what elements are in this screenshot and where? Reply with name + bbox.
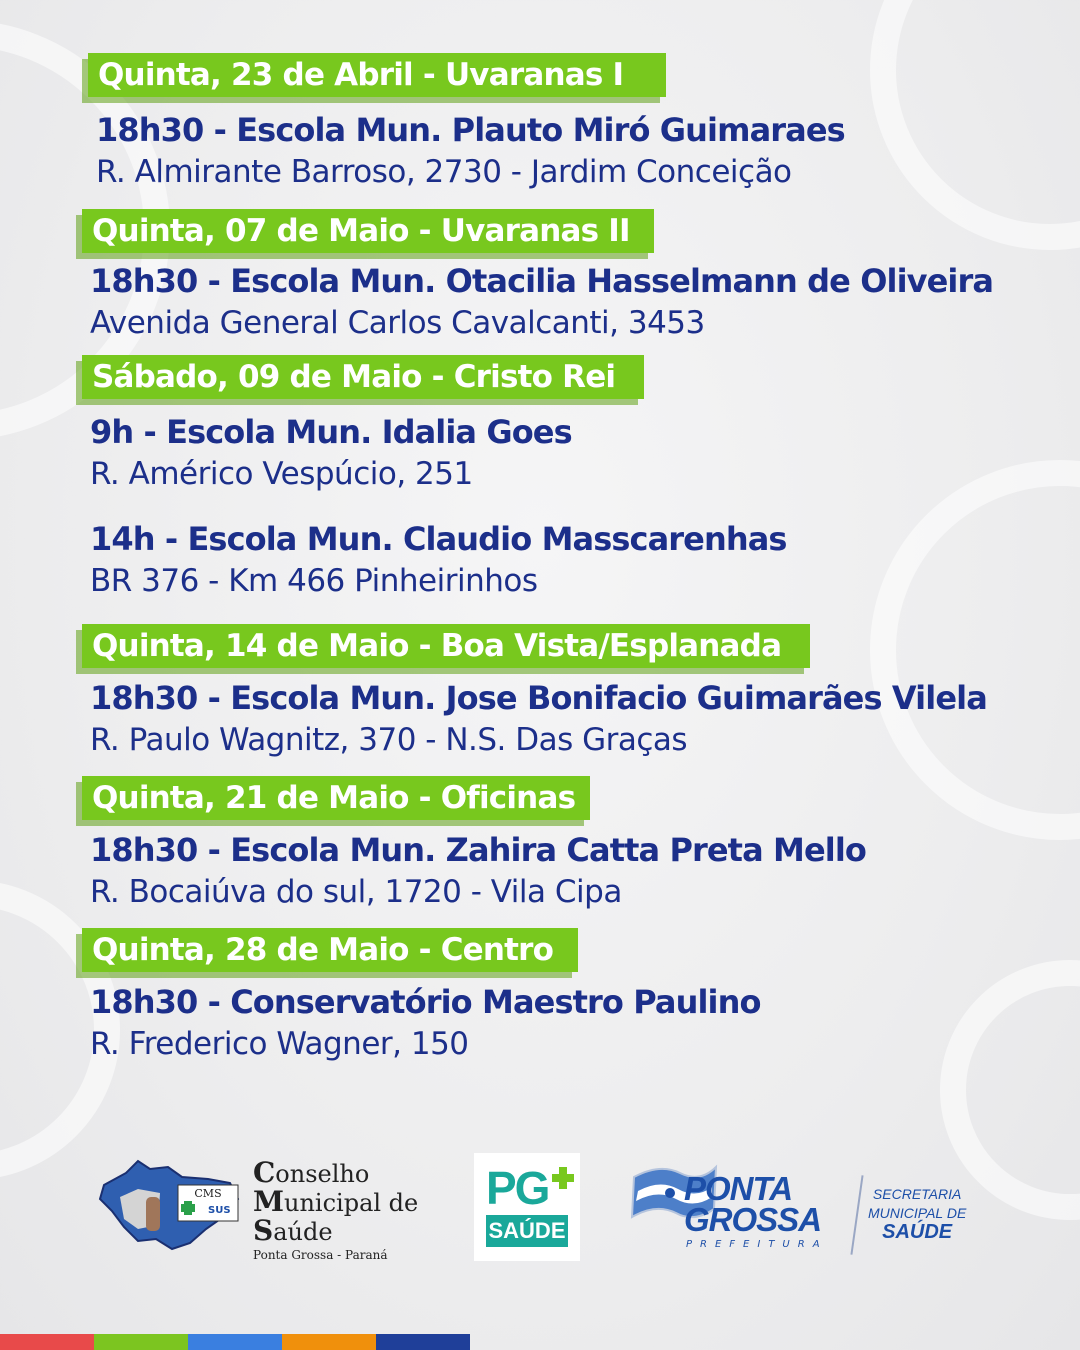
event-title: 18h30 - Escola Mun. Jose Bonifacio Guimarães Vilela — [90, 679, 987, 717]
prefeitura-logo — [630, 1155, 990, 1255]
pg-saude-label: SAÚDE — [486, 1215, 568, 1247]
pg-letters: PG — [486, 1162, 549, 1214]
secretaria-line: MUNICIPAL DE — [868, 1205, 967, 1221]
cms-letter: S — [253, 1214, 274, 1247]
event-address: Avenida General Carlos Cavalcanti, 3453 — [90, 305, 705, 341]
cms-word: aúde — [273, 1218, 333, 1246]
event-title: 18h30 - Escola Mun. Zahira Catta Preta Mello — [90, 831, 866, 869]
sus-badge: SUS — [208, 1205, 231, 1216]
event-address: R. Almirante Barroso, 2730 - Jardim Conceição — [96, 154, 792, 190]
cms-word: unicipal de — [284, 1189, 419, 1217]
prefeitura-label: PREFEITURA — [686, 1239, 828, 1250]
secretaria-line: SECRETARIA — [872, 1186, 962, 1202]
event-address: R. Américo Vespúcio, 251 — [90, 456, 473, 492]
background-decoration — [870, 460, 1080, 840]
prefeitura-name-line: PONTA — [684, 1170, 793, 1207]
date-header: Sábado, 09 de Maio - Cristo Rei — [82, 355, 644, 399]
cms-word: onselho — [275, 1160, 370, 1188]
date-header: Quinta, 07 de Maio - Uvaranas II — [82, 209, 654, 253]
prefeitura-name-line: GROSSA — [684, 1201, 822, 1238]
strip-segment — [282, 1334, 376, 1350]
cms-logo — [98, 1155, 438, 1262]
strip-segment — [0, 1334, 94, 1350]
cms-letter: C — [253, 1156, 276, 1189]
parana-map-icon — [98, 1155, 248, 1255]
date-header: Quinta, 28 de Maio - Centro — [82, 928, 578, 972]
event-title: 14h - Escola Mun. Claudio Masscarenhas — [90, 520, 787, 558]
event-title: 18h30 - Escola Mun. Plauto Miró Guimaraes — [96, 111, 845, 149]
plus-icon — [552, 1167, 574, 1189]
event-title: 9h - Escola Mun. Idalia Goes — [90, 413, 572, 451]
event-title: 18h30 - Escola Mun. Otacilia Hasselmann de Oliveira — [90, 262, 994, 300]
secretaria-label — [868, 1185, 966, 1242]
pg-saude-logo — [474, 1153, 580, 1261]
event-address: BR 376 - Km 466 Pinheirinhos — [90, 563, 538, 599]
strip-segment — [94, 1334, 188, 1350]
background-decoration — [870, 0, 1080, 250]
event-address: R. Frederico Wagner, 150 — [90, 1026, 469, 1062]
event-address: R. Paulo Wagnitz, 370 - N.S. Das Graças — [90, 722, 688, 758]
strip-segment — [188, 1334, 282, 1350]
date-header: Quinta, 21 de Maio - Oficinas — [82, 776, 590, 820]
event-address: R. Bocaiúva do sul, 1720 - Vila Cipa — [90, 874, 622, 910]
cms-badge: CMS — [194, 1187, 222, 1200]
cms-letter: M — [253, 1185, 284, 1218]
logo-divider — [850, 1175, 863, 1254]
date-header: Quinta, 23 de Abril - Uvaranas I — [88, 53, 666, 97]
strip-segment — [376, 1334, 470, 1350]
color-strip — [0, 1334, 470, 1350]
cms-location: Ponta Grossa - Paraná — [253, 1248, 388, 1262]
event-title: 18h30 - Conservatório Maestro Paulino — [90, 983, 761, 1021]
date-header: Quinta, 14 de Maio - Boa Vista/Esplanada — [82, 624, 810, 668]
secretaria-line: SAÚDE — [882, 1221, 953, 1243]
